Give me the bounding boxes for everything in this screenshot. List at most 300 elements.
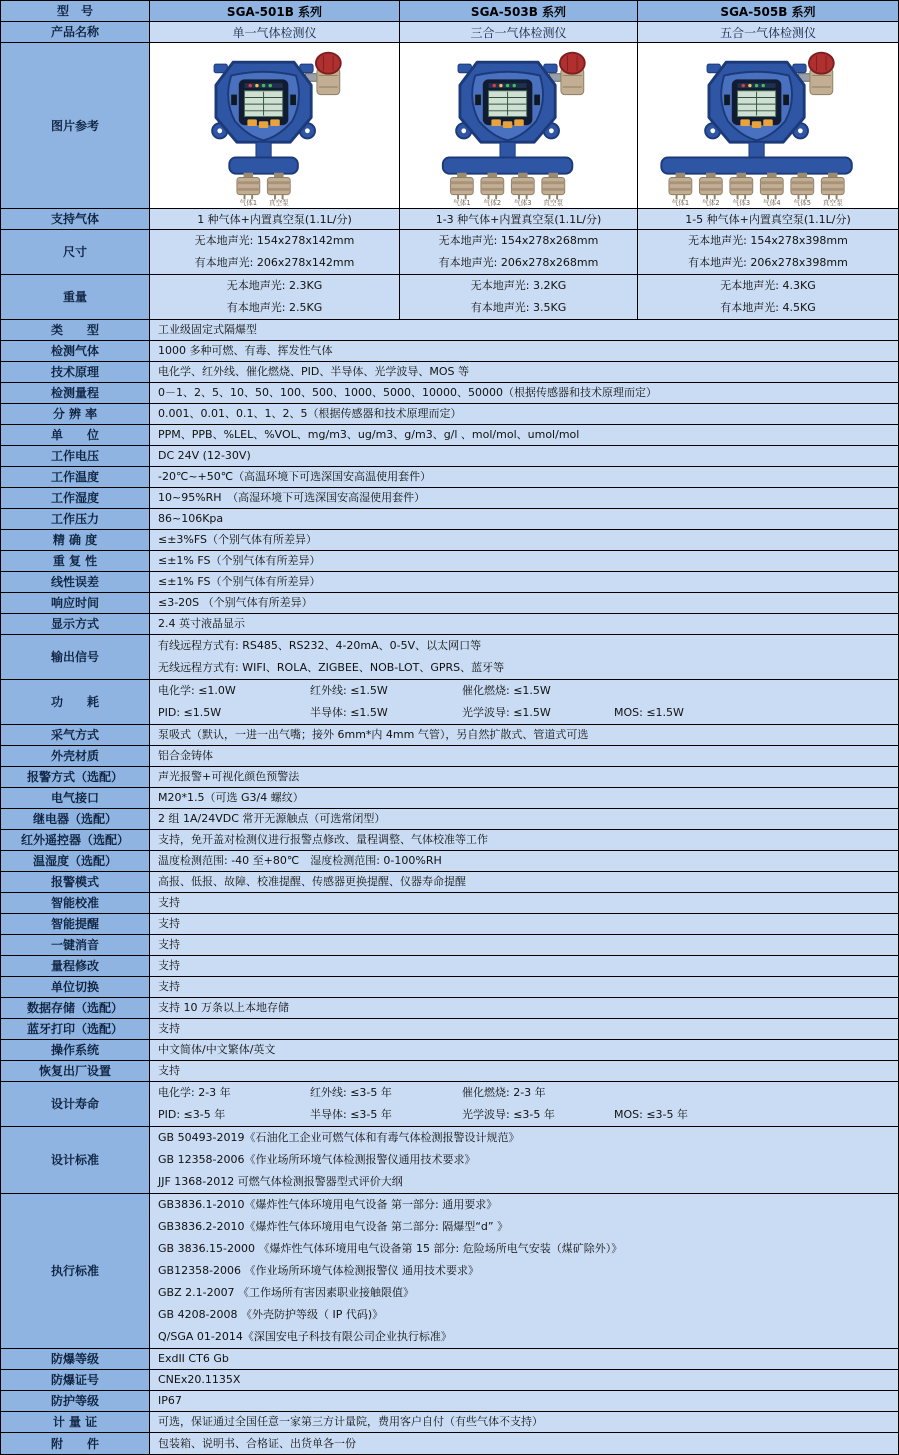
spec-row [1, 320, 898, 341]
spec-value-line [158, 1260, 898, 1282]
spec-row-value [150, 935, 898, 955]
spec-value-segment: ≤±1% FS（个别气体有所差异） [158, 575, 321, 588]
weight-1-line2: 有本地声光: 2.5KG [226, 301, 323, 314]
sensor-label: 气体5 [793, 199, 812, 207]
spec-row [1, 362, 898, 383]
spec-value-line [158, 635, 898, 657]
spec-row-label: 红外遥控器（选配） [1, 830, 150, 850]
supported-gas-3: 1-5 种气体+内置真空泵(1.1L/分) [638, 209, 898, 229]
sensor-label: 真空泵 [268, 199, 289, 207]
spec-row-label: 单位切换 [1, 977, 150, 997]
spec-value-line [158, 767, 898, 788]
spec-row-label: 工作湿度 [1, 488, 150, 508]
spec-value-line [158, 320, 898, 341]
spec-value-segment: 泵吸式（默认，一进一出气嘴；接外 6mm*内 4mm 气管），另自然扩散式、管道式可选 [158, 728, 589, 741]
spec-row-value [150, 788, 898, 808]
spec-value-line [158, 725, 898, 746]
spec-row [1, 977, 898, 998]
spec-value-segment: 声光报警+可视化颜色预警法 [158, 770, 300, 783]
spec-row-value [150, 977, 898, 997]
spec-row-value [150, 1082, 898, 1126]
spec-value-segment: 支持 [158, 980, 180, 993]
spec-row [1, 593, 898, 614]
spec-value-line [158, 509, 898, 530]
spec-row-label: 蓝牙打印（选配） [1, 1019, 150, 1039]
spec-value-segment: PPM、PPB、%LEL、%VOL、mg/m3、ug/m3、g/m3、g/l 、mol/mol、umol/mol [158, 428, 580, 441]
spec-row-label: 报警方式（选配） [1, 767, 150, 787]
spec-value-segment: ≤±3%FS（个别气体有所差异） [158, 533, 317, 546]
spec-row-value [150, 635, 898, 679]
spec-value-segment: 光学波导: ≤1.5W [462, 706, 551, 719]
size-1 [150, 230, 400, 274]
spec-value-segment: Q/SGA 01-2014《深国安电子科技有限公司企业执行标准》 [158, 1330, 452, 1343]
spec-row [1, 1412, 898, 1433]
spec-row-label: 恢复出厂设置 [1, 1061, 150, 1081]
spec-row-value [150, 1349, 898, 1369]
spec-row-value [150, 404, 898, 424]
spec-value-segment: GB 50493-2019《石油化工企业可燃气体和有毒气体检测报警设计规范》 [158, 1131, 520, 1144]
spec-value-segment: 高报、低报、故障、校准提醒、传感器更换提醒、仪器寿命提醒 [158, 875, 466, 888]
spec-value-line [158, 977, 898, 998]
spec-row-value [150, 593, 898, 613]
product-image-sga-503b [400, 43, 638, 208]
spec-value-segment: 支持 [158, 959, 180, 972]
spec-value-segment: 半导体: ≤3-5 年 [310, 1108, 392, 1121]
spec-row-label: 计 量 证 [1, 1412, 150, 1432]
spec-row-label: 功 耗 [1, 680, 150, 724]
spec-value-line [158, 851, 898, 872]
spec-row-label: 采气方式 [1, 725, 150, 745]
spec-row-value [150, 956, 898, 976]
spec-value-line [158, 572, 898, 593]
spec-value-line [158, 530, 898, 551]
spec-row [1, 488, 898, 509]
spec-value-segment: 0－1、2、5、10、50、100、500、1000、5000、10000、50000（根据传感器和技术原理而定） [158, 386, 657, 399]
spec-row [1, 830, 898, 851]
spec-row-value [150, 767, 898, 787]
model-sga-503b: SGA-503B 系列 [400, 1, 638, 21]
spec-value-segment: ≤3-20S （个别气体有所差异） [158, 596, 313, 609]
spec-value-line [158, 341, 898, 362]
weight-row [1, 275, 898, 320]
spec-value-segment: M20*1.5（可选 G3/4 螺纹） [158, 791, 304, 804]
spec-value-line [158, 551, 898, 572]
spec-row-label: 执行标准 [1, 1194, 150, 1348]
spec-value-segment: 光学波导: ≤3-5 年 [462, 1108, 555, 1121]
spec-value-segment: GB 3836.15-2000 《爆炸性气体环境用电气设备第 15 部分: 危险场所电气安装（煤矿除外）》 [158, 1242, 623, 1255]
image-reference-row [1, 43, 898, 209]
spec-row-value [150, 425, 898, 445]
weight-3 [638, 275, 898, 319]
spec-row-value [150, 830, 898, 850]
spec-value-line [158, 362, 898, 383]
spec-row-value [150, 1040, 898, 1060]
spec-value-segment: 支持 [158, 1064, 180, 1077]
product-name-1: 单一气体检测仪 [150, 22, 400, 42]
spec-value-segment: JJF 1368-2012 可燃气体检测报警器型式评价大纲 [158, 1175, 403, 1188]
spec-row-value [150, 362, 898, 382]
spec-value-segment: GB 12358-2006《作业场所环境气体检测报警仪通用技术要求》 [158, 1153, 476, 1166]
spec-row [1, 725, 898, 746]
spec-row [1, 404, 898, 425]
sensor-label: 真空泵 [822, 199, 843, 207]
spec-row [1, 1391, 898, 1412]
product-name-3: 五合一气体检测仪 [638, 22, 898, 42]
spec-row-value [150, 1412, 898, 1432]
spec-row [1, 425, 898, 446]
spec-row [1, 572, 898, 593]
sensor-label: 气体2 [702, 199, 720, 207]
spec-value-line [158, 1238, 898, 1260]
spec-value-segment: 电化学: 2-3 年 [158, 1086, 231, 1099]
image-row-label: 图片参考 [1, 43, 150, 208]
spec-row [1, 746, 898, 767]
spec-row [1, 1349, 898, 1370]
spec-row [1, 893, 898, 914]
spec-value-segment: 支持 [158, 917, 180, 930]
spec-value-line [158, 914, 898, 935]
spec-value-line [158, 1149, 898, 1171]
spec-row-value [150, 1370, 898, 1390]
spec-value-segment: ≤±1% FS（个别气体有所差异） [158, 554, 321, 567]
spec-value-line [158, 1412, 898, 1433]
spec-row-label: 重 复 性 [1, 551, 150, 571]
spec-value-line [158, 702, 898, 724]
spec-row-label: 设计寿命 [1, 1082, 150, 1126]
weight-2-line2: 有本地声光: 3.5KG [470, 301, 567, 314]
spec-value-line [158, 893, 898, 914]
sensor-label: 气体1 [452, 199, 471, 207]
spec-row-label: 外壳材质 [1, 746, 150, 766]
weight-3-line2: 有本地声光: 4.5KG [720, 301, 816, 314]
model-row [1, 1, 898, 22]
spec-row-label: 量程修改 [1, 956, 150, 976]
spec-row [1, 551, 898, 572]
spec-value-line [158, 1019, 898, 1040]
model-row-label: 型 号 [1, 1, 150, 21]
spec-row-label: 工作温度 [1, 467, 150, 487]
spec-value-segment: -20℃~+50℃（高温环境下可选深国安高温使用套件） [158, 470, 432, 483]
spec-value-line [158, 1304, 898, 1326]
spec-row [1, 635, 898, 680]
spec-value-line [158, 446, 898, 467]
spec-row [1, 1433, 898, 1454]
spec-row-label: 单 位 [1, 425, 150, 445]
spec-value-segment: ExdII CT6 Gb [158, 1352, 229, 1365]
spec-value-segment: 催化燃烧: ≤1.5W [462, 684, 551, 697]
spec-value-line [158, 1433, 898, 1454]
spec-value-segment: 10~95%RH （高湿环境下可选深国安高湿使用套件） [158, 491, 426, 504]
spec-value-segment: 支持，免开盖对检测仪进行报警点修改、量程调整、气体校准等工作 [158, 833, 488, 846]
product-name-row [1, 22, 898, 43]
spec-value-segment: 红外线: ≤1.5W [310, 684, 388, 697]
spec-row [1, 1082, 898, 1127]
gas-detector-illustration [155, 47, 395, 207]
spec-value-segment: GB3836.2-2010《爆炸性气体环境用电气设备 第二部分: 隔爆型“d” 》 [158, 1220, 509, 1233]
spec-row-label: 一键消音 [1, 935, 150, 955]
spec-row [1, 1061, 898, 1082]
spec-row [1, 872, 898, 893]
spec-value-segment: 支持 10 万条以上本地存储 [158, 1001, 289, 1014]
spec-row-value [150, 1391, 898, 1411]
spec-value-segment: GB 4208-2008 《外壳防护等级（ IP 代码)》 [158, 1308, 384, 1321]
spec-row-value [150, 1194, 898, 1348]
product-name-row-label: 产品名称 [1, 22, 150, 42]
spec-row-value [150, 1127, 898, 1193]
spec-value-line [158, 1326, 898, 1348]
spec-value-segment: GBZ 2.1-2007 《工作场所有害因素职业接触限值》 [158, 1286, 415, 1299]
spec-value-segment: 催化燃烧: 2-3 年 [462, 1086, 546, 1099]
spec-row-value [150, 893, 898, 913]
spec-row-value [150, 998, 898, 1018]
spec-row [1, 956, 898, 977]
spec-row [1, 1194, 898, 1349]
spec-row-value [150, 572, 898, 592]
spec-value-segment: MOS: ≤3-5 年 [614, 1108, 689, 1121]
spec-value-line [158, 1370, 898, 1391]
gas-detector-illustration [648, 47, 888, 207]
spec-row [1, 530, 898, 551]
spec-row-value [150, 320, 898, 340]
spec-row [1, 1127, 898, 1194]
spec-row [1, 914, 898, 935]
spec-value-line [158, 1082, 898, 1104]
spec-value-line [158, 830, 898, 851]
spec-row-value [150, 383, 898, 403]
spec-value-line [158, 1349, 898, 1370]
spec-value-line [158, 998, 898, 1019]
spec-row-label: 数据存储（选配） [1, 998, 150, 1018]
spec-value-segment: 红外线: ≤3-5 年 [310, 1086, 392, 1099]
spec-value-line [158, 593, 898, 614]
size-1-line2: 有本地声光: 206x278x142mm [194, 256, 355, 269]
weight-3-line1: 无本地声光: 4.3KG [720, 279, 816, 292]
spec-value-line [158, 657, 898, 679]
spec-row-value [150, 551, 898, 571]
spec-row-value [150, 341, 898, 361]
sensor-label: 气体1 [239, 199, 257, 207]
spec-row [1, 509, 898, 530]
spec-row-label: 线性误差 [1, 572, 150, 592]
supported-gas-1: 1 种气体+内置真空泵(1.1L/分) [150, 209, 400, 229]
product-image-sga-501b [150, 43, 400, 208]
size-2-line1: 无本地声光: 154x278x268mm [438, 234, 599, 247]
weight-row-label: 重量 [1, 275, 150, 319]
spec-value-segment: DC 24V (12-30V) [158, 449, 251, 462]
spec-value-segment: 支持 [158, 896, 180, 909]
spec-value-segment: 支持 [158, 1022, 180, 1035]
spec-row-label: 工作电压 [1, 446, 150, 466]
spec-value-segment: MOS: ≤1.5W [614, 706, 684, 719]
spec-row-label: 智能提醒 [1, 914, 150, 934]
spec-value-segment: GB12358-2006 《作业场所环境气体检测报警仪 通用技术要求》 [158, 1264, 480, 1277]
size-3 [638, 230, 898, 274]
spec-value-line [158, 488, 898, 509]
spec-row-value [150, 530, 898, 550]
size-2 [400, 230, 638, 274]
spec-row-value [150, 488, 898, 508]
spec-value-segment: 有线远程方式有: RS485、RS232、4-20mA、0-5V、以太网口等 [158, 639, 482, 652]
spec-value-line [158, 467, 898, 488]
spec-value-segment: 包装箱、说明书、合格证、出货单各一份 [158, 1436, 356, 1450]
spec-row-value [150, 446, 898, 466]
spec-row-label: 设计标准 [1, 1127, 150, 1193]
spec-row-label: 报警模式 [1, 872, 150, 892]
spec-value-segment: 2 组 1A/24VDC 常开无源触点（可选常闭型） [158, 812, 386, 825]
spec-row-label: 工作压力 [1, 509, 150, 529]
spec-row [1, 788, 898, 809]
spec-value-segment: PID: ≤1.5W [158, 706, 222, 719]
sensor-label: 真空泵 [542, 199, 563, 207]
spec-row-value [150, 1433, 898, 1454]
size-row-label: 尺寸 [1, 230, 150, 274]
spec-value-segment: 2.4 英寸液晶显示 [158, 617, 245, 630]
spec-value-line [158, 680, 898, 702]
spec-row [1, 1370, 898, 1391]
spec-row [1, 767, 898, 788]
spec-row [1, 998, 898, 1019]
spec-value-line [158, 1171, 898, 1193]
model-sga-505b: SGA-505B 系列 [638, 1, 898, 21]
spec-row-value [150, 851, 898, 871]
spec-row-label: 检测量程 [1, 383, 150, 403]
spec-value-line [158, 1127, 898, 1149]
spec-row-value [150, 509, 898, 529]
spec-value-line [158, 956, 898, 977]
spec-row-value [150, 614, 898, 634]
spec-row-value [150, 1061, 898, 1081]
size-row [1, 230, 898, 275]
spec-value-segment: 支持 [158, 938, 180, 951]
spec-value-segment: 温度检测范围: -40 至+80℃ 湿度检测范围: 0-100%RH [158, 854, 442, 867]
spec-value-line [158, 1194, 898, 1216]
spec-row-value [150, 680, 898, 724]
spec-row-value [150, 914, 898, 934]
spec-value-line [158, 1061, 898, 1082]
spec-value-line [158, 935, 898, 956]
spec-value-line [158, 1216, 898, 1238]
spec-value-segment: 86~106Kpa [158, 512, 224, 525]
size-2-line2: 有本地声光: 206x278x268mm [438, 256, 599, 269]
size-3-line2: 有本地声光: 206x278x398mm [688, 256, 848, 269]
spec-row [1, 467, 898, 488]
spec-row [1, 446, 898, 467]
spec-row-label: 继电器（选配） [1, 809, 150, 829]
spec-row-label: 电气接口 [1, 788, 150, 808]
spec-value-segment: 中文简体/中文繁体/英文 [158, 1043, 276, 1056]
spec-value-line [158, 1391, 898, 1412]
spec-row [1, 851, 898, 872]
spec-row-label: 精 确 度 [1, 530, 150, 550]
spec-value-segment: 工业级固定式隔爆型 [158, 323, 257, 336]
spec-row [1, 383, 898, 404]
spec-value-line [158, 809, 898, 830]
sensor-label: 气体2 [483, 199, 501, 207]
spec-value-segment: 铝合金铸体 [158, 749, 213, 762]
spec-value-segment: GB3836.1-2010《爆炸性气体环境用电气设备 第一部分: 通用要求》 [158, 1198, 498, 1211]
spec-value-segment: 1000 多种可燃、有毒、挥发性气体 [158, 344, 333, 357]
spec-value-line [158, 746, 898, 767]
supported-gas-2: 1-3 种气体+内置真空泵(1.1L/分) [400, 209, 638, 229]
spec-row [1, 614, 898, 635]
spec-value-segment: IP67 [158, 1394, 182, 1407]
spec-value-line [158, 1282, 898, 1304]
product-name-2: 三合一气体检测仪 [400, 22, 638, 42]
spec-value-line [158, 404, 898, 425]
spec-row [1, 1040, 898, 1061]
spec-value-segment: 无线远程方式有: WIFI、ROLA、ZIGBEE、NOB-LOT、GPRS、蓝牙等 [158, 661, 505, 674]
spec-value-line [158, 383, 898, 404]
spec-row-value [150, 1019, 898, 1039]
spec-value-segment: 电化学: ≤1.0W [158, 684, 236, 697]
weight-1 [150, 275, 400, 319]
spec-row-label: 防爆证号 [1, 1370, 150, 1390]
spec-row-value [150, 725, 898, 745]
sensor-label: 气体1 [671, 199, 690, 207]
weight-2 [400, 275, 638, 319]
size-3-line1: 无本地声光: 154x278x398mm [688, 234, 848, 247]
sensor-label: 气体3 [513, 199, 532, 207]
spec-value-segment: 可选，保证通过全国任意一家第三方计量院，费用客户自付（有些气体不支持） [158, 1415, 543, 1428]
model-sga-501b: SGA-501B 系列 [150, 1, 400, 21]
spec-value-line [158, 1104, 898, 1126]
spec-value-line [158, 1040, 898, 1061]
spec-row-label: 防爆等级 [1, 1349, 150, 1369]
spec-row [1, 341, 898, 362]
weight-1-line1: 无本地声光: 2.3KG [226, 279, 323, 292]
spec-row-value [150, 746, 898, 766]
spec-value-line [158, 788, 898, 809]
supported-gas-label: 支持气体 [1, 209, 150, 229]
product-image-sga-505b [638, 43, 898, 208]
spec-row [1, 809, 898, 830]
spec-row-label: 防护等级 [1, 1391, 150, 1411]
gas-detector-illustration [399, 47, 639, 207]
spec-row [1, 680, 898, 725]
spec-row-label: 智能校准 [1, 893, 150, 913]
spec-row-label: 技术原理 [1, 362, 150, 382]
spec-row [1, 935, 898, 956]
spec-rows-container [1, 320, 898, 1454]
spec-row-label: 检测气体 [1, 341, 150, 361]
weight-2-line1: 无本地声光: 3.2KG [470, 279, 567, 292]
spec-row-value [150, 467, 898, 487]
spec-row-label: 类 型 [1, 320, 150, 340]
spec-row-value [150, 872, 898, 892]
spec-value-segment: CNEx20.1135X [158, 1373, 241, 1386]
spec-row-label: 操作系统 [1, 1040, 150, 1060]
spec-value-line [158, 425, 898, 446]
spec-row-label: 分 辨 率 [1, 404, 150, 424]
spec-row-label: 温湿度（选配） [1, 851, 150, 871]
spec-value-segment: 0.001、0.01、0.1、1、2、5（根据传感器和技术原理而定） [158, 407, 462, 420]
spec-row-label: 输出信号 [1, 635, 150, 679]
supported-gas-row [1, 209, 898, 230]
sensor-label: 气体3 [732, 199, 751, 207]
spec-value-segment: PID: ≤3-5 年 [158, 1108, 226, 1121]
spec-value-line [158, 614, 898, 635]
spec-value-line [158, 872, 898, 893]
size-1-line1: 无本地声光: 154x278x142mm [194, 234, 355, 247]
spec-row-label: 显示方式 [1, 614, 150, 634]
spec-row [1, 1019, 898, 1040]
spec-value-segment: 电化学、红外线、催化燃烧、PID、半导体、光学波导、MOS 等 [158, 365, 469, 378]
spec-row-value [150, 809, 898, 829]
spec-row-label: 附 件 [1, 1433, 150, 1454]
spec-row-label: 响应时间 [1, 593, 150, 613]
sensor-label: 气体4 [763, 199, 781, 207]
spec-value-segment: 半导体: ≤1.5W [310, 706, 388, 719]
